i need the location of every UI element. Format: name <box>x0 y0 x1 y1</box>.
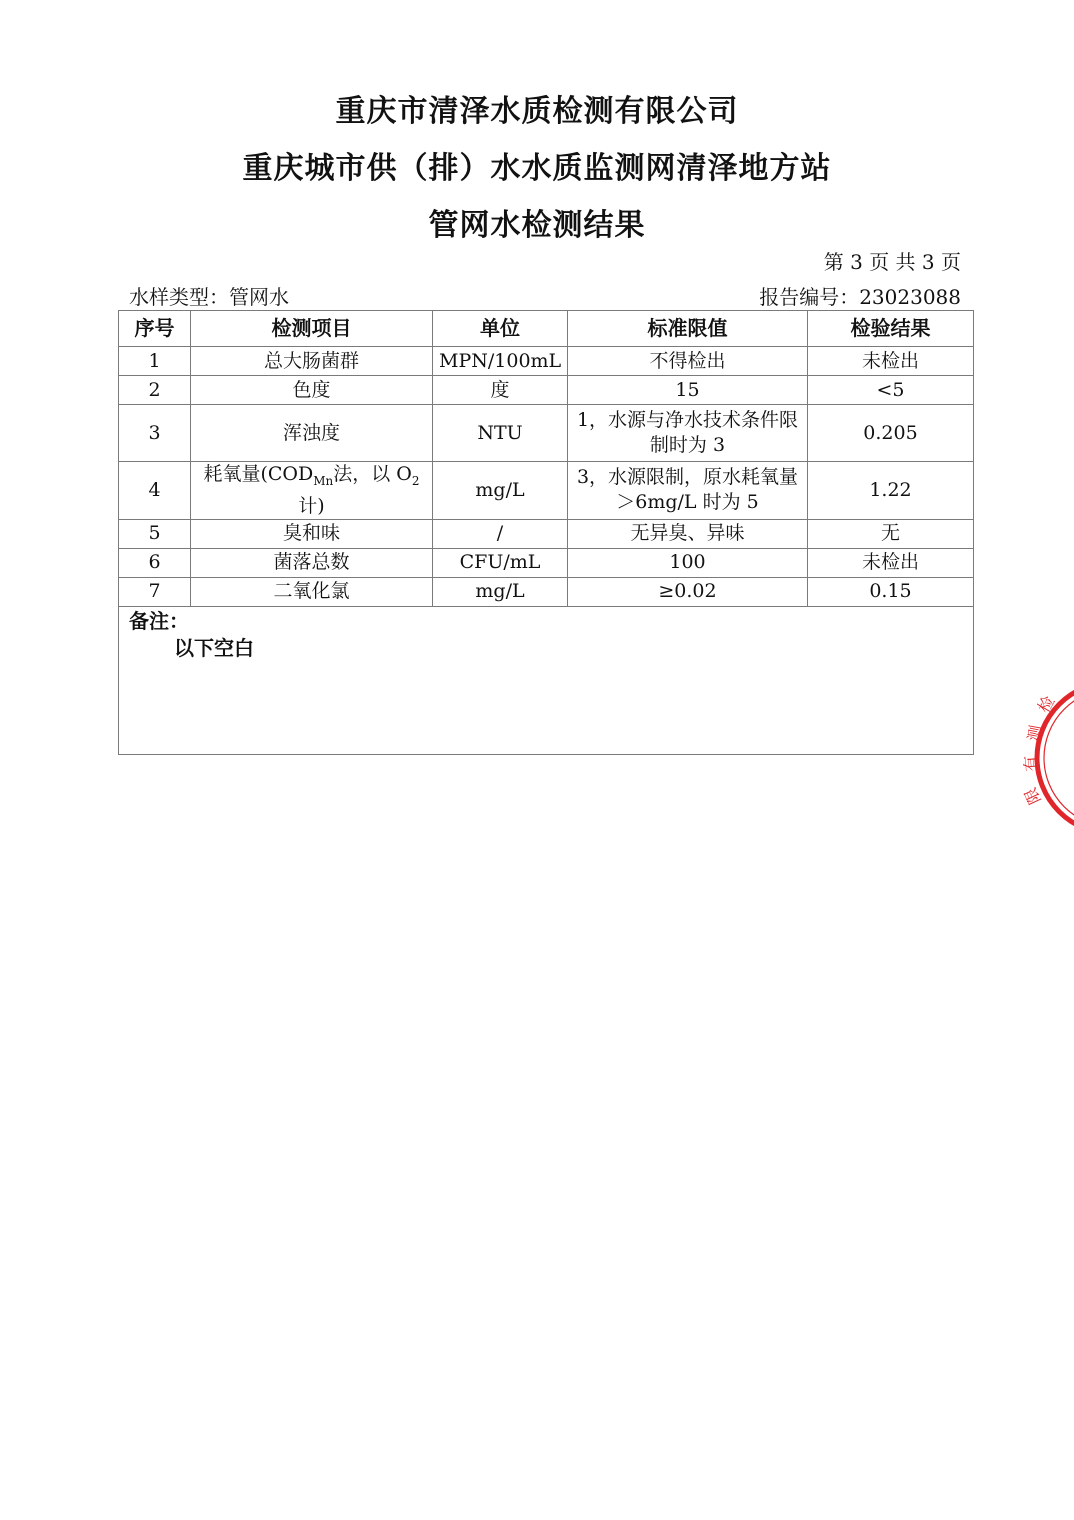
row-unit: / <box>433 519 568 548</box>
row-no: 1 <box>119 347 191 376</box>
header-limit: 标准限值 <box>568 311 808 347</box>
row-limit: 不得检出 <box>568 347 808 376</box>
header-item: 检测项目 <box>191 311 433 347</box>
header-result: 检验结果 <box>808 311 974 347</box>
header-row <box>119 311 974 347</box>
row-result: 未检出 <box>808 548 974 577</box>
row-result: 1.22 <box>808 462 974 520</box>
table-row <box>119 577 974 606</box>
table-row <box>119 462 974 520</box>
row-limit: 1，水源与净水技术条件限制时为 3 <box>568 405 808 462</box>
row-result: <5 <box>808 376 974 405</box>
row-unit: MPN/100mL <box>433 347 568 376</box>
svg-text:测: 测 <box>1024 723 1046 743</box>
row-no: 4 <box>119 462 191 520</box>
row-result: 0.15 <box>808 577 974 606</box>
svg-text:限: 限 <box>1020 784 1045 808</box>
row-limit: 3，水源限制，原水耗氧量＞6mg/L 时为 5 <box>568 462 808 520</box>
row-item: 菌落总数 <box>191 548 433 577</box>
row-unit: NTU <box>433 405 568 462</box>
item-text: 法，以 O <box>333 463 412 485</box>
item-text: 计) <box>298 494 325 517</box>
row-unit: mg/L <box>433 462 568 520</box>
notes-label: 备注： <box>129 608 189 633</box>
row-no: 7 <box>119 577 191 606</box>
company-title: 重庆市清泽水质检测有限公司 <box>335 94 739 129</box>
results-table <box>118 310 974 755</box>
seal-graphic <box>1020 676 1074 841</box>
notes-row <box>119 606 974 754</box>
row-item: 臭和味 <box>191 519 433 548</box>
svg-text:有: 有 <box>1020 754 1041 773</box>
network-title: 重庆城市供（排）水水质监测网清泽地方站 <box>242 151 832 186</box>
row-no: 5 <box>119 519 191 548</box>
table-row <box>119 405 974 462</box>
row-result: 无 <box>808 519 974 548</box>
row-unit: 度 <box>433 376 568 405</box>
row-limit: 无异臭、异味 <box>568 519 808 548</box>
row-result: 0.205 <box>808 405 974 462</box>
row-item: 浑浊度 <box>191 405 433 462</box>
row-limit: ≥0.02 <box>568 577 808 606</box>
item-text: 耗氧量(COD <box>203 463 314 485</box>
row-limit: 100 <box>568 548 808 577</box>
row-no: 6 <box>119 548 191 577</box>
sample-type: 水样类型：管网水 <box>129 285 289 309</box>
row-item: 二氧化氯 <box>191 577 433 606</box>
row-item <box>191 462 433 520</box>
table-row <box>119 347 974 376</box>
row-item: 色度 <box>191 376 433 405</box>
row-no: 3 <box>119 405 191 462</box>
report-title: 管网水检测结果 <box>428 208 646 243</box>
row-result: 未检出 <box>808 347 974 376</box>
item-subscript: Mn <box>313 473 334 488</box>
table-row <box>119 519 974 548</box>
svg-text:检: 检 <box>1034 692 1059 716</box>
item-subscript: 2 <box>411 473 420 488</box>
report-number: 报告编号：23023088 <box>759 285 961 309</box>
header-no: 序号 <box>119 311 191 347</box>
page-info: 第 3 页 共 3 页 <box>823 250 961 274</box>
table-row <box>119 548 974 577</box>
notes-text: 以下空白 <box>174 635 254 660</box>
notes-cell <box>119 606 974 754</box>
row-unit: CFU/mL <box>433 548 568 577</box>
row-no: 2 <box>119 376 191 405</box>
table-row <box>119 376 974 405</box>
header-unit: 单位 <box>433 311 568 347</box>
company-seal-stamp <box>1020 676 1074 841</box>
row-item: 总大肠菌群 <box>191 347 433 376</box>
row-unit: mg/L <box>433 577 568 606</box>
row-limit: 15 <box>568 376 808 405</box>
